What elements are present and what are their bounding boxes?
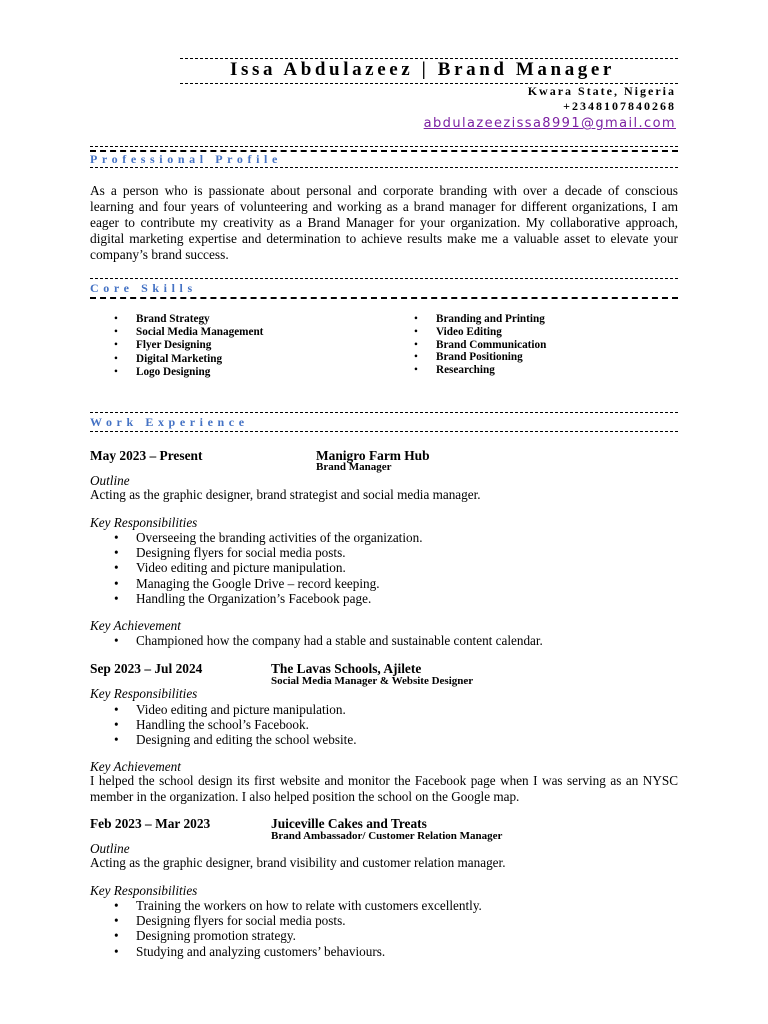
skill-item: • Video Editing — [436, 326, 546, 339]
responsibilities-list — [136, 898, 482, 959]
list-item: • Handling the school’s Facebook. — [136, 717, 357, 732]
skills-rule-top — [90, 278, 678, 279]
job-company: Manigro Farm Hub — [316, 448, 430, 463]
achievement-list — [136, 633, 543, 648]
list-item: • Designing promotion strategy. — [136, 928, 482, 943]
outline-text: Acting as the graphic designer, brand strategist and social media manager. — [90, 487, 481, 502]
skill-item: • Brand Communication — [436, 339, 546, 352]
job-date: Feb 2023 – Mar 2023 — [90, 816, 211, 831]
job-role: Social Media Manager & Website Designer — [271, 675, 474, 687]
job-role: Brand Ambassador/ Customer Relation Manager — [271, 830, 503, 842]
phone-number: +2348107840268 — [563, 99, 676, 113]
skill-item: • Researching — [436, 364, 546, 377]
email-link[interactable]: abdulazeezissa8991@gmail.com — [423, 116, 676, 131]
job-role: Brand Manager — [316, 461, 392, 473]
list-item: • Studying and analyzing customers’ behaviours. — [136, 944, 482, 959]
skill-item: • Flyer Designing — [136, 339, 263, 352]
responsibilities-list — [136, 702, 357, 748]
outline-label: Outline — [90, 841, 130, 856]
responsibilities-label: Key Responsibilities — [90, 883, 198, 898]
responsibilities-label: Key Responsibilities — [90, 515, 198, 530]
job-company: Juiceville Cakes and Treats — [271, 816, 427, 831]
section-heading-profile: Professional Profile — [90, 152, 282, 166]
skill-item: • Branding and Printing — [436, 313, 546, 326]
achievement-label: Key Achievement — [90, 759, 181, 774]
job-date: May 2023 – Present — [90, 448, 203, 463]
responsibilities-label: Key Responsibilities — [90, 686, 198, 701]
list-item: • Championed how the company had a stable and sustainable content calendar. — [136, 633, 543, 648]
outline-label: Outline — [90, 473, 130, 488]
list-item: • Training the workers on how to relate with customers excellently. — [136, 898, 482, 913]
skill-item: • Digital Marketing — [136, 353, 263, 366]
achievement-label: Key Achievement — [90, 618, 181, 633]
achievement-text: I helped the school design its first website and monitor the Facebook page when I was serving as an NYSC member in the organization. I also helped position the school on the Google map. — [90, 773, 678, 804]
skills-list-left — [136, 313, 263, 379]
skills-rule-bottom — [90, 297, 678, 299]
section-heading-skills: Core Skills — [90, 281, 197, 295]
profile-rule-top — [90, 146, 678, 147]
list-item: • Overseeing the branding activities of the organization. — [136, 530, 423, 545]
skills-list-right — [436, 313, 546, 377]
list-item: • Designing flyers for social media posts. — [136, 545, 423, 560]
skill-item: • Brand Strategy — [136, 313, 263, 326]
list-item: • Managing the Google Drive – record keeping. — [136, 576, 423, 591]
list-item: • Designing flyers for social media posts. — [136, 913, 482, 928]
location: Kwara State, Nigeria — [527, 84, 676, 98]
name-title: Issa Abdulazeez | Brand Manager — [230, 59, 615, 80]
job-date: Sep 2023 – Jul 2024 — [90, 661, 203, 676]
outline-text: Acting as the graphic designer, brand visibility and customer relation manager. — [90, 855, 506, 870]
skill-item: • Logo Designing — [136, 366, 263, 379]
experience-rule-top — [90, 412, 678, 413]
skill-item: • Social Media Management — [136, 326, 263, 339]
list-item: • Designing and editing the school website. — [136, 732, 357, 747]
list-item: • Video editing and picture manipulation. — [136, 560, 423, 575]
section-heading-experience: Work Experience — [90, 415, 249, 429]
skill-item: • Brand Positioning — [436, 351, 546, 364]
responsibilities-list — [136, 530, 423, 606]
profile-rule-bottom — [90, 167, 678, 168]
list-item: • Handling the Organization’s Facebook page. — [136, 591, 423, 606]
list-item: • Video editing and picture manipulation. — [136, 702, 357, 717]
job-company: The Lavas Schools, Ajilete — [271, 661, 422, 676]
profile-text: As a person who is passionate about personal and corporate branding with over a decade of conscious learning and four years of volunteering and working as a brand manager for different organizations, I am eager to contribute my creativity as a Brand Manager for your organization. My collaborative approach, digital marketing expertise and determination to achieve results make me a valuable asset to elevate your company’s brand success. — [90, 183, 678, 262]
experience-rule-bottom — [90, 431, 678, 432]
